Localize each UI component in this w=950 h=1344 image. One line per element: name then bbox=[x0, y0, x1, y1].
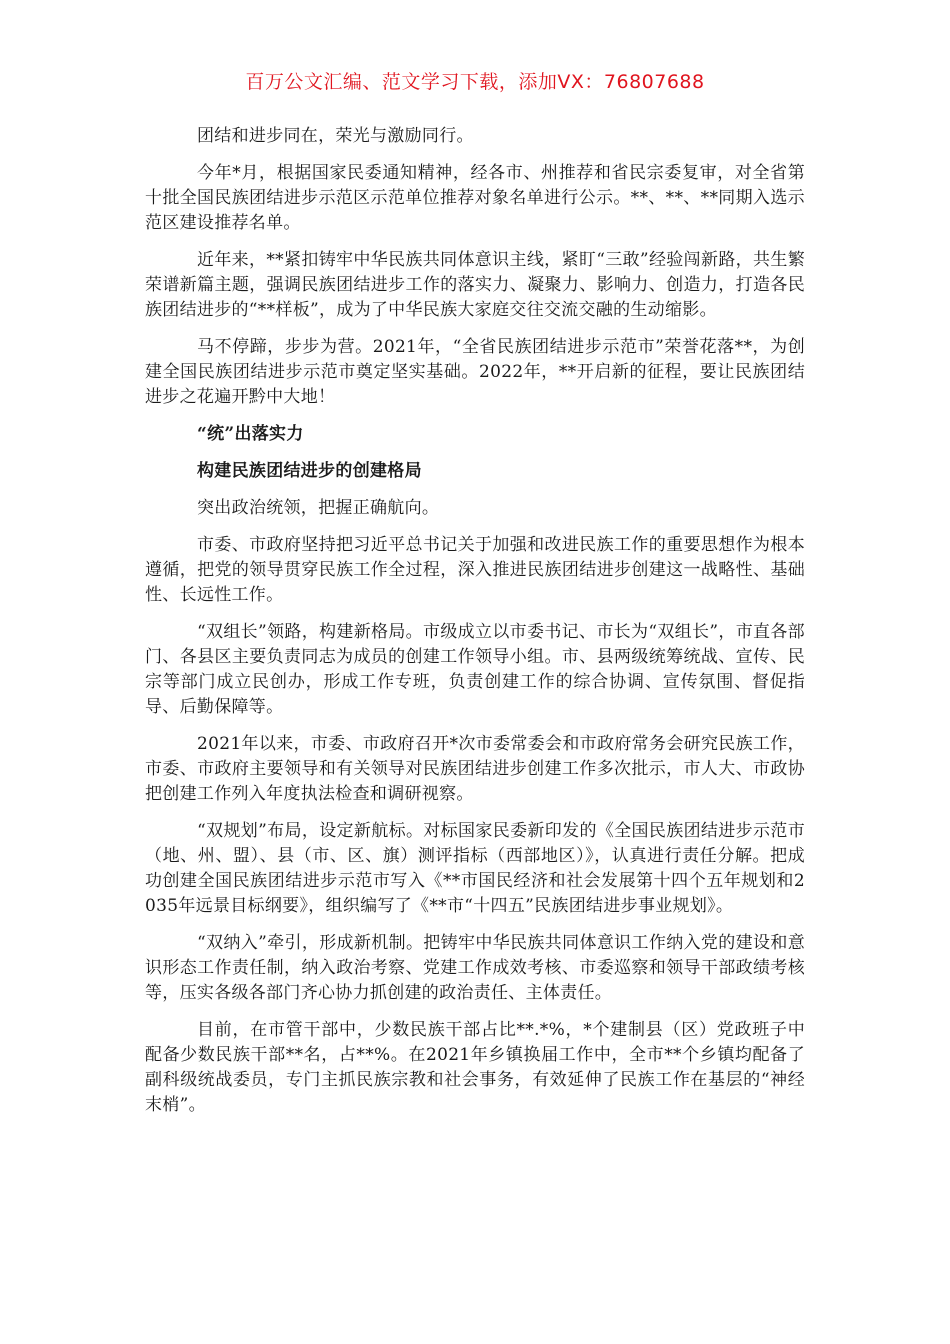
paragraph: 今年*月，根据国家民委通知精神，经各市、州推荐和省民宗委复审，对全省第十批全国民族团结进步示范区示范单位推荐对象名单进行公示。**、**、**同期入选示范区建设推荐名单。 bbox=[145, 163, 805, 233]
paragraph: “双组长”领路，构建新格局。市级成立以市委书记、市长为“双组长”，市直各部门、各县区主要负责同志为成员的创建工作领导小组。市、县两级统筹统战、宣传、民宗等部门成立民创办，形成工作专班，负责创建工作的综合协调、宣传氛围、督促指导、后勤保障等。 bbox=[145, 622, 805, 717]
paragraph: 团结和进步同在，荣光与激励同行。 bbox=[197, 126, 474, 146]
section-heading: “统”出落实力 bbox=[197, 424, 304, 444]
document-body bbox=[145, 124, 805, 1130]
paragraph: 近年来，**紧扣铸牢中华民族共同体意识主线，紧盯“三敢”经验闯新路，共生繁荣谱新篇主题，强调民族团结进步工作的落实力、凝聚力、影响力、创造力，打造各民族团结进步的“**样板”，成为了中华民族大家庭交往交流交融的生动缩影。 bbox=[145, 250, 805, 320]
section-subheading: 构建民族团结进步的创建格局 bbox=[197, 461, 422, 481]
paragraph: 目前，在市管干部中，少数民族干部占比**.*%，*个建制县（区）党政班子中配备少数民族干部**名，占**%。在2021年乡镇换届工作中，全市**个乡镇均配备了副科级统战委员，专门主抓民族宗教和社会事务，有效延伸了民族工作在基层的“神经末梢”。 bbox=[145, 1020, 805, 1115]
paragraph: 2021年以来，市委、市政府召开*次市委常委会和市政府常务会研究民族工作，市委、市政府主要领导和有关领导对民族团结进步创建工作多次批示，市人大、市政协把创建工作列入年度执法检查和调研视察。 bbox=[145, 734, 805, 804]
paragraph: “双纳入”牵引，形成新机制。把铸牢中华民族共同体意识工作纳入党的建设和意识形态工作责任制，纳入政治考察、党建工作成效考核、市委巡察和领导干部政绩考核等，压实各级各部门齐心协力抓创建的政治责任、主体责任。 bbox=[145, 933, 805, 1003]
paragraph: 马不停蹄，步步为营。2021年，“全省民族团结进步示范市”荣誉花落**，为创建全国民族团结进步示范市奠定坚实基础。2022年，**开启新的征程，要让民族团结进步之花遍开黔中大地！ bbox=[145, 337, 805, 407]
promo-banner: 百万公文汇编、范文学习下载，添加VX：76807688 bbox=[245, 71, 705, 93]
paragraph: 突出政治统领，把握正确航向。 bbox=[197, 498, 440, 518]
paragraph: “双规划”布局，设定新航标。对标国家民委新印发的《全国民族团结进步示范市（地、州、盟）、县（市、区、旗）测评指标（西部地区）》，认真进行责任分解。把成功创建全国民族团结进步示范市写入《**市国民经济和社会发展第十四个五年规划和2035年远景目标纲要》，组织编写了《**市“十四五”民族团结进步事业规划》。 bbox=[145, 821, 805, 916]
paragraph: 市委、市政府坚持把习近平总书记关于加强和改进民族工作的重要思想作为根本遵循，把党的领导贯穿民族工作全过程，深入推进民族团结进步创建这一战略性、基础性、长远性工作。 bbox=[145, 535, 805, 605]
